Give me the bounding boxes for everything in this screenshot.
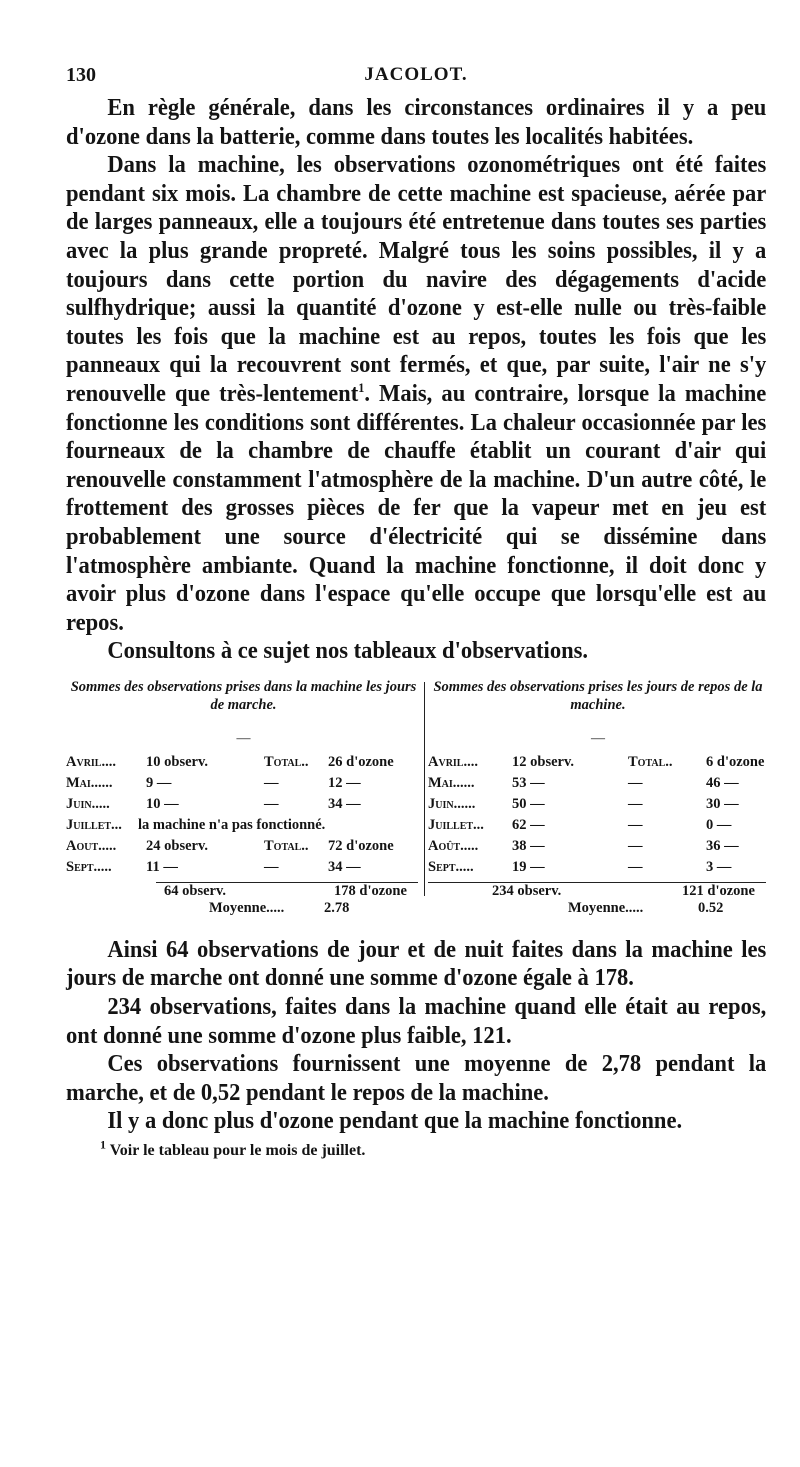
paragraph-6: Ces observations fournissent une moyenne de 2,78 pendant la marche, et de 0,52 pendant le repos de la machine.: [66, 1051, 767, 1106]
body-text-bottom: [66, 936, 766, 1136]
paragraph-7: Il y a donc plus d'ozone pendant que la machine fonctionne.: [107, 1108, 683, 1135]
table-repos-rows: [428, 752, 768, 878]
table-repos-obs: 38 —: [512, 837, 545, 854]
table-repos-month: Mai......: [428, 774, 475, 791]
table-marche-total: 72 d'ozone: [328, 837, 394, 854]
table-repos-total-label: —: [628, 774, 643, 791]
table-repos-row: [428, 836, 768, 857]
table-marche-month: Juillet...: [66, 816, 122, 833]
table-marche-obs: la machine n'a pas fonctionné.: [138, 816, 326, 833]
footnote-text: Voir le tableau pour le mois de juillet.: [109, 1142, 366, 1160]
table-repos-mean-value: 0.52: [698, 899, 724, 916]
table-repos-row: [428, 794, 768, 815]
table-repos-total: 0 —: [706, 816, 732, 833]
table-marche-month: Avril....: [66, 753, 116, 770]
paragraph-5: 234 observations, faites dans la machine quand elle était au repos, ont donné une somme d'ozone plus faible, 121.: [66, 994, 767, 1049]
table-marche-total-label: Total..: [264, 837, 309, 854]
footnote-mark: 1: [100, 1137, 106, 1152]
table-repos-row: [428, 752, 768, 773]
table-repos-obs: 50 —: [512, 795, 545, 812]
table-marche-row: [66, 773, 421, 794]
paragraph-2-part-2: . Mais, au contraire, lorsque la machine fonctionne les conditions sont différentes. La chaleur occasionnée par les fourneaux de la chambre de chauffe établit un courant d'air qui renouvelle constamment l'atmosphère de la machine. D'un autre côté, le frottement des grosses pièces de fer que la vapeur met en jeu est probablement une source d'électricité qui se dissémine dans l'atmosphère ambiante. Quand la machine fonctionne, il doit donc y avoir plus d'ozone dans l'espace qu'elle occupe que lorsqu'elle est au repos.: [66, 380, 767, 636]
table-marche-obs: 24 observ.: [146, 837, 209, 854]
running-title: JACOLOT.: [364, 64, 468, 85]
table-repos-row: [428, 773, 768, 794]
table-marche-total-label: Total..: [264, 753, 309, 770]
table-marche-dash: —: [236, 730, 251, 746]
table-marche-month: Mai......: [66, 774, 113, 791]
table-marche-row: [66, 857, 421, 878]
table-marche-obs: 9 —: [146, 774, 172, 791]
running-header: [66, 54, 766, 94]
table-marche-row: [66, 836, 421, 857]
table-repos-sum-total: 121 d'ozone: [682, 882, 755, 899]
table-marche-row: [66, 815, 421, 836]
table-marche-caption: Sommes des observations prises dans la machine les jours de marche.: [70, 678, 417, 713]
table-marche-mean-value: 2.78: [324, 899, 350, 916]
table-marche-month: Juin.....: [66, 795, 110, 812]
table-marche-month: Sept.....: [66, 858, 112, 875]
table-marche-mean-label: Moyenne.....: [209, 899, 285, 916]
table-repos-month: Juillet...: [428, 816, 484, 833]
body-text-top: [66, 94, 766, 666]
table-marche-row: [66, 794, 421, 815]
table-repos-row: [428, 857, 768, 878]
table-repos-obs: 62 —: [512, 816, 545, 833]
table-marche-sum-obs: 64 observ.: [164, 882, 227, 899]
table-marche-sum-total: 178 d'ozone: [334, 882, 407, 899]
paragraph-4: Ainsi 64 observations de jour et de nuit faites dans la machine les jours de marche ont donné une somme d'ozone égale à 178.: [66, 936, 767, 992]
table-marche-total: 34 —: [328, 795, 361, 812]
table-repos-month: Sept.....: [428, 858, 474, 875]
table-marche-rows: [66, 752, 421, 878]
table-repos-total-label: —: [628, 858, 643, 875]
table-marche-row: [66, 752, 421, 773]
table-marche-month: Aout.....: [66, 837, 117, 854]
table-repos-total-label: —: [628, 795, 643, 812]
table-marche: [66, 678, 421, 917]
table-marche-total-label: —: [264, 858, 279, 875]
table-marche-obs: 10 observ.: [146, 753, 209, 770]
table-marche-total: 12 —: [328, 774, 361, 791]
page: [66, 54, 766, 1160]
table-repos-obs: 19 —: [512, 858, 545, 875]
table-repos-month: Juin......: [428, 795, 476, 812]
table-repos-caption: Sommes des observations prises les jours de repos de la machine.: [433, 678, 763, 713]
table-repos-total: 46 —: [706, 774, 739, 791]
paragraph-2: [66, 151, 766, 637]
table-repos-total-label: Total..: [628, 753, 673, 770]
table-repos-sum-row: [428, 883, 768, 900]
footnote-reference: 1: [358, 379, 365, 395]
paragraph-1: En règle générale, dans les circonstances ordinaires il y a peu d'ozone dans la batterie, comme dans toutes les localités habitées.: [66, 95, 767, 150]
table-marche-total: 34 —: [328, 858, 361, 875]
table-marche-total-label: —: [264, 774, 279, 791]
table-repos-obs: 53 —: [512, 774, 545, 791]
footnote: [66, 1137, 766, 1160]
table-repos-total: 3 —: [706, 858, 732, 875]
table-repos-dash: —: [591, 730, 605, 746]
table-repos: [428, 678, 768, 917]
table-marche-obs: 11 —: [146, 858, 178, 875]
table-divider: [424, 682, 425, 896]
table-marche-total: 26 d'ozone: [328, 753, 394, 770]
table-repos-mean-label: Moyenne.....: [568, 899, 644, 916]
paragraph-2-part-1: Dans la machine, les observations ozonométriques ont été faites pendant six mois. La chambre de cette machine est spacieuse, aérée par de larges panneaux, elle a toujours été entretenue dans toutes ses parties avec la plus grande propreté. Malgré tous les soins possibles, il y a toujours dans cette portion du navire des dégagements d'acide sulfhydrique; aussi la quantité d'ozone y est-elle nulle ou très-faible toutes les fois que la machine est au repos, toutes les fois que les panneaux qui la recouvrent sont fermés, et que, par suite, l'air ne s'y renouvelle que très-lentement: [66, 152, 767, 407]
table-marche-total-label: —: [264, 795, 279, 812]
observation-tables: [66, 678, 766, 936]
page-number: 130: [66, 64, 96, 86]
table-marche-mean-row: [66, 900, 421, 917]
table-repos-sum-obs: 234 observ.: [492, 882, 562, 899]
table-marche-sum-row: [66, 883, 421, 900]
table-repos-total: 30 —: [706, 795, 739, 812]
table-repos-month: Août.....: [428, 837, 479, 854]
table-repos-total-label: —: [628, 837, 643, 854]
table-marche-obs: 10 —: [146, 795, 179, 812]
table-repos-month: Avril....: [428, 753, 478, 770]
table-repos-total: 6 d'ozone: [706, 753, 765, 770]
table-repos-row: [428, 815, 768, 836]
table-repos-total: 36 —: [706, 837, 739, 854]
paragraph-3: Consultons à ce sujet nos tableaux d'observations.: [107, 638, 589, 665]
table-repos-total-label: —: [628, 816, 643, 833]
table-repos-obs: 12 observ.: [512, 753, 575, 770]
table-repos-mean-row: [428, 900, 768, 917]
